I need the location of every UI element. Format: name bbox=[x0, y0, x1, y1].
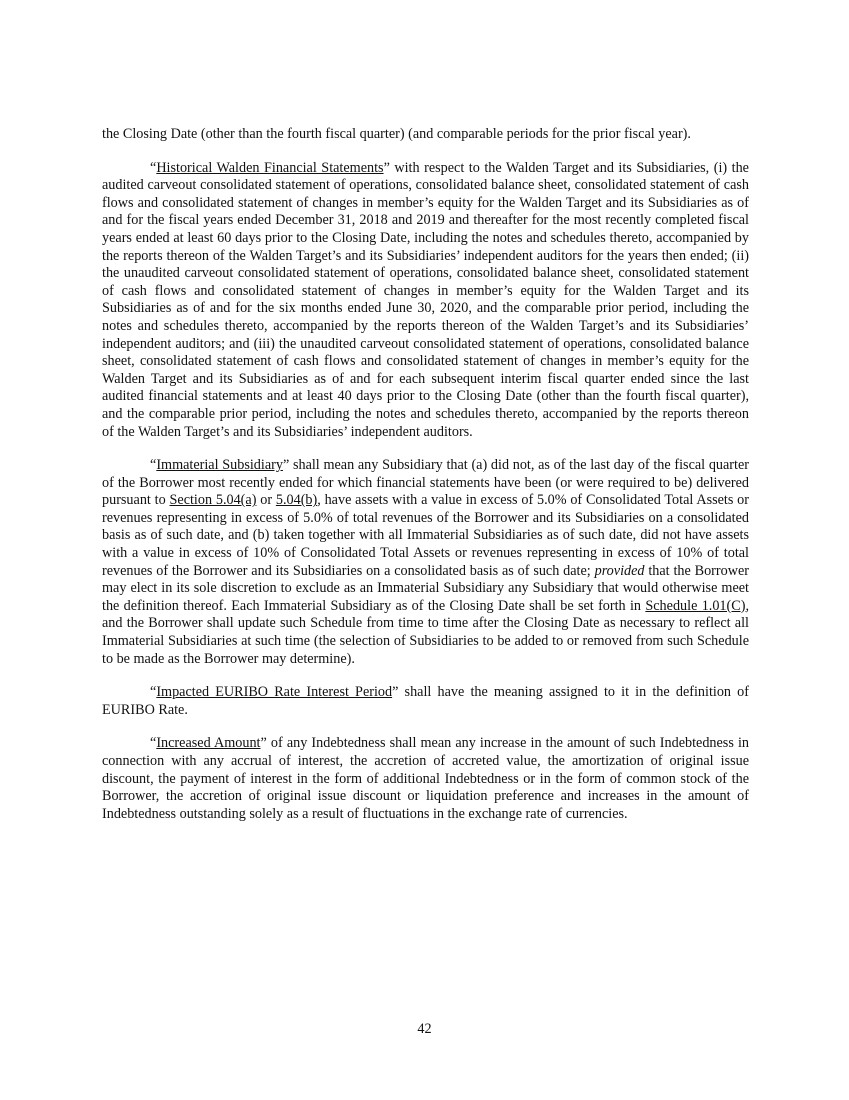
provided-italic: provided bbox=[594, 562, 645, 579]
definition-text: or bbox=[256, 492, 276, 509]
open-quote: “ bbox=[150, 159, 157, 176]
definition-immaterial-subsidiary bbox=[102, 457, 749, 668]
document-page bbox=[102, 126, 749, 839]
paragraph-continuation bbox=[102, 126, 749, 144]
definition-text: ” of any Indebtedness shall mean any increase in the amount of such Indebtedness in connection with any accrual of interest, the accretion of accreted value, the amortization of original issue discount, the payment of interest in the form of additional Indebtedness or in the form of common stock of the Borrower, the accretion of original issue discount or liquidation preference and increases in the amount of Indebtedness outstanding solely as a result of fluctuations in the exchange rate of currencies. bbox=[102, 735, 749, 822]
open-quote: “ bbox=[150, 735, 157, 752]
definition-impacted-euribo-rate-interest-period bbox=[102, 684, 749, 719]
definition-text: that the Borrower may elect in its sole discretion to exclude as an Immaterial Subsidiary any Subsidiary that would otherwise meet the definition thereof. Each Immaterial Subsidiary as of the Closing Date shall be set forth in bbox=[102, 562, 749, 614]
open-quote: “ bbox=[150, 457, 157, 474]
definition-historical-walden-financial-statements bbox=[102, 160, 749, 442]
definition-increased-amount bbox=[102, 735, 749, 823]
schedule-reference: Schedule 1.01(C) bbox=[645, 597, 746, 614]
definition-text: ” shall have the meaning assigned to it in the definition of EURIBO Rate. bbox=[102, 684, 749, 718]
definition-text: , and the Borrower shall update such Schedule from time to time after the Closing Date as necessary to reflect all Immaterial Subsidiaries at such time (the selection of Subsidiaries to be added to or removed from such Schedule to be made as the Borrower may determine). bbox=[102, 597, 749, 667]
section-reference: 5.04(b) bbox=[275, 492, 318, 509]
paragraph-text: the Closing Date (other than the fourth fiscal quarter) (and comparable periods for the prior fiscal year). bbox=[102, 126, 691, 142]
section-reference: Section 5.04(a) bbox=[169, 492, 257, 509]
defined-term: Immaterial Subsidiary bbox=[156, 457, 283, 474]
definition-text: ” with respect to the Walden Target and its Subsidiaries, (i) the audited carveout consolidated statement of operations, consolidated balance sheet, consolidated statement of cash flows and consolidated statement of changes in member’s equity for the Walden Target and its Subsidiaries as of and for the fiscal years ended December 31, 2018 and 2019 and thereafter for the most recently completed fiscal years ended at least 60 days prior to the Closing Date, including the notes and schedules thereto, accompanied by the reports thereon of the Walden Target’s and its Subsidiaries’ independent auditors for the years then ended; (ii) the unaudited carveout consolidated statement of operations, consolidated balance sheet, consolidated statement of cash flows and consolidated statement of changes in member’s equity for the Walden Target and its Subsidiaries as of and for the six months ended June 30, 2020, and the comparable prior period, including the notes and schedules thereto, accompanied by the reports thereon of the Walden Target’s and its Subsidiaries’ independent auditors; and (iii) the unaudited carveout consolidated statement of operations, consolidated balance sheet, consolidated statement of cash flows and consolidated statement of changes in member’s equity for the Walden Target and its Subsidiaries as of and for each subsequent interim fiscal quarter ended since the last audited financial statements and at least 40 days prior to the Closing Date (other than the fourth fiscal quarter), and the comparable prior period, including the notes and schedules thereto, accompanied by the reports thereon of the Walden Target’s and its Subsidiaries’ independent auditors. bbox=[102, 159, 749, 440]
page-number: 42 bbox=[417, 1021, 432, 1037]
definition-text: ” shall mean any Subsidiary that (a) did not, as of the last day of the fiscal quarter of the Borrower most recently ended for which financial statements have been (or were required to be) delivered pursuant to bbox=[102, 457, 749, 509]
definition-text: , have assets with a value in excess of 5.0% of Consolidated Total Assets or revenues representing in excess of 5.0% of total revenues of the Borrower and its Subsidiaries on a consolidated basis as of such date, and (b) taken together with all Immaterial Subsidiaries as of such date, did not have assets with a value in excess of 10% of Consolidated Total Assets or revenues representing in excess of 10% of total revenues of the Borrower and its Subsidiaries on a consolidated basis as of such date; bbox=[102, 492, 749, 579]
defined-term: Increased Amount bbox=[156, 735, 261, 752]
open-quote: “ bbox=[150, 684, 157, 701]
defined-term: Impacted EURIBO Rate Interest Period bbox=[156, 684, 393, 701]
defined-term: Historical Walden Financial Statements bbox=[156, 159, 384, 176]
